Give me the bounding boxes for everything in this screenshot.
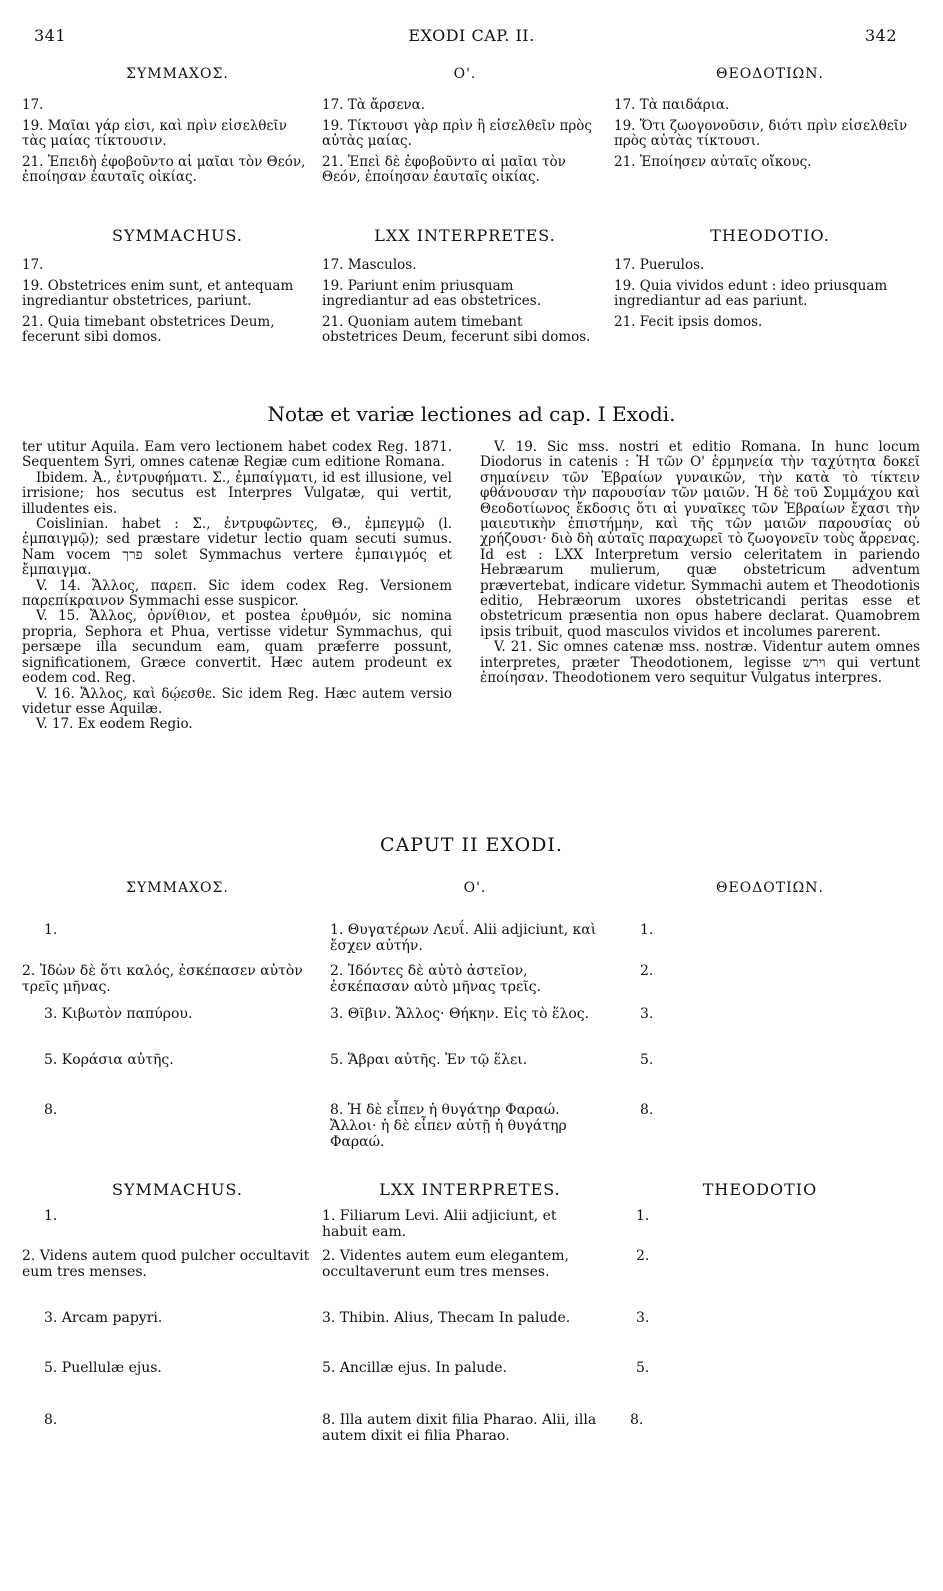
heading-symmachus-greek: ΣΥΜΜΑΧΟΣ. [126, 66, 229, 82]
cap2-latin-lxx-1: 1. Filiarum Levi. Alii adjiciunt, et habuit eam. [322, 1208, 557, 1240]
heading-theodotion-greek: ΘΕΟΔΟΤΙΩΝ. [716, 66, 824, 82]
heading-lxx-greek: Ο'. [453, 66, 477, 82]
running-title: EXODI CAP. II. [408, 26, 535, 45]
verse: 17. [22, 257, 44, 273]
cap2-latin-symm-8: 8. [44, 1412, 58, 1428]
verse: 21. Ἐποίησεν αὐταῖς οἴκους. [614, 154, 812, 170]
cap1-greek-lxx [322, 98, 600, 191]
heading-lxx-greek-cap2: Ο'. [463, 880, 487, 896]
note-paragraph: V. 17. Ex eodem Regio. [36, 716, 193, 733]
verse: 21. Quoniam autem timebant obstetrices Deum, fecerunt sibi domos. [322, 314, 591, 345]
cap2-latin-symm-5: 5. Puellulæ ejus. [44, 1360, 162, 1376]
note-paragraph: Coislinian. habet : Σ., ἐντρυφῶντες, Θ., ἐμπεγμῷ (l. ἐμπαιγμῷ); sed præstare videtur lectio quam secuti sumus. Nam vocem פרך solet Symmachus vertere ἐμπαιγμός et ἔμπαιγμα. [22, 516, 452, 579]
verse: 19. Pariunt enim priusquam ingrediantur ad eas obstetrices. [322, 278, 541, 309]
cap2-greek-theod-8: 8. [640, 1102, 654, 1118]
cap1-latin-lxx [322, 258, 600, 351]
note-paragraph: V. 19. Sic mss. nostri et editio Romana. In hunc locum Diodorus in catenis : Ἡ τῶν Ο' ἑρμηνεία τὴν ταχύτητα δοκεῖ σημαίνειν τῶν Ἑβραίων γυναικῶν, τὴν κατὰ τὸ τίκτειν φθάνουσαν τὴν παρουσίαν τῶν μαιῶν. Ἡ δὲ τοῦ Συμμάχου καὶ Θεοδοτίωνος ἔκδοσις ὅτι αἱ γυναῖκες τῶν Ἑβραίων ἔχασι τὴν μαιευτικὴν ἐπιστήμην, καὶ τῆς τῶν μαιῶν παρουσίας οὐ χρήζουσι· διὸ δὴ αὐταῖς παραχωρεῖ τὸ ζωογονεῖν τοὺς ἄρρενας. Id est : LXX Interpretum versio celeritatem in pariendo Hebræarum mulierum, quæ obstetricum adventum prævertebat, indicare videtur. Symmachi autem et Theodotionis editio, Hebræorum uxores obstetricandi peritas esse et obstetricum præsentia non opus habere declarat. Quamobrem ipsis tribuit, quod masculos vividos et incolumes parerent. [480, 439, 920, 640]
heading-theodotion-latin: THEODOTIO. [710, 226, 830, 245]
verse: 17. [22, 97, 44, 113]
note-paragraph: V. 16. Ἄλλος, καὶ δῴεσθε. Sic idem Reg. Hæc autem versio videtur esse Aquilæ. [22, 685, 452, 717]
heading-theodotion-greek-cap2: ΘΕΟΔΟΤΙΩΝ. [716, 880, 824, 896]
cap1-latin-symmachus [22, 258, 312, 351]
cap2-greek-theod-2: 2. [640, 963, 654, 979]
cap1-latin-theodotion [614, 258, 914, 336]
cap2-latin-lxx-3: 3. Thibin. Alius, Thecam In palude. [322, 1310, 571, 1326]
notes-left-column [22, 440, 452, 733]
verse: 19. Obstetrices enim sunt, et antequam ingrediantur obstetrices, pariunt. [22, 278, 294, 309]
verse: 19. Ὅτι ζωογονοῦσιν, διότι πρὶν εἰσελθεῖν πρὸς αὐτὰς τίκτουσι. [614, 118, 908, 149]
cap2-greek-theod-1: 1. [640, 922, 654, 938]
cap2-latin-theod-2: 2. [636, 1248, 650, 1264]
verse: 17. Τὰ ἄρσενα. [322, 97, 426, 113]
heading-lxx-latin-cap2: LXX INTERPRETES. [379, 1180, 561, 1199]
cap2-greek-lxx-5: 5. Ἅβραι αὐτῆς. Ἐν τῷ ἕλει. [330, 1052, 528, 1068]
verse: 19. Μαῖαι γάρ εἰσι, καὶ πρὶν εἰσελθεῖν τὰς μαίας τίκτουσιν. [22, 118, 287, 149]
cap2-latin-theod-3: 3. [636, 1310, 650, 1326]
cap2-latin-theod-5: 5. [636, 1360, 650, 1376]
cap2-latin-symm-1: 1. [44, 1208, 58, 1224]
verse: 21. Ἐπειδὴ ἐφοβοῦντο αἱ μαῖαι τὸν Θεόν, ἐποίησαν ἑαυταῖς οἰκίας. [22, 154, 306, 185]
cap2-greek-lxx-2: 2. Ἰδόντες δὲ αὐτὸ ἀστεῖον, ἐσκέπασαν αὐτὸ μῆνας τρεῖς. [330, 963, 542, 995]
cap1-greek-theodotion [614, 98, 914, 176]
cap2-greek-lxx-1: 1. Θυγατέρων Λευΐ. Alii adjiciunt, καὶ ἔσχεν αὐτήν. [330, 922, 597, 954]
cap2-greek-symm-5: 5. Κοράσια αὐτῆς. [44, 1052, 174, 1068]
note-paragraph: Ibidem. Ἀ., ἐντρυφήματι. Σ., ἐμπαίγματι, id est illusione, vel irrisione; hos secutus est Interpres Vulgatæ, qui vertit, illudentes eis. [22, 469, 452, 517]
note-paragraph: V. 21. Sic omnes catenæ mss. nostræ. Videntur autem omnes interpretes, præter Theodotionem, legisse וירש qui vertunt ἐποίησαν. Theodotionem vero sequitur Vulgatus interpres. [480, 639, 921, 687]
cap2-greek-symm-3: 3. Κιβωτὸν παπύρου. [44, 1006, 193, 1022]
heading-symmachus-latin-cap2: SYMMACHUS. [112, 1180, 243, 1199]
cap2-greek-lxx-8: 8. Ἡ δὲ εἶπεν ἡ θυγάτηρ Φαραώ. Ἄλλοι· ἡ δὲ εἶπεν αὐτῇ ἡ θυγάτηρ Φαραώ. [330, 1102, 567, 1150]
verse: 17. Puerulos. [614, 257, 705, 273]
cap2-latin-theod-8: 8. [630, 1412, 644, 1428]
page-number-left: 341 [34, 26, 67, 45]
cap2-latin-lxx-2: 2. Videntes autem eum elegantem, occultaverunt eum tres menses. [322, 1248, 569, 1280]
notes-right-column [480, 440, 920, 687]
verse: 17. Masculos. [322, 257, 417, 273]
cap2-latin-lxx-5: 5. Ancillæ ejus. In palude. [322, 1360, 508, 1376]
cap2-latin-symm-2: 2. Videns autem quod pulcher occultavit eum tres menses. [22, 1248, 310, 1280]
verse: 21. Fecit ipsis domos. [614, 314, 763, 330]
note-paragraph: V. 15. Ἄλλος, ὀρνίθιον, et postea ἐρυθμόν, sic nomina propria, Sephora et Phua, vertisse videtur Symmachus, qui persæpe illa secundum eam, quam præferre possunt, significationem, Græce convertit. Hæc autem prodeunt ex eodem cod. Reg. [22, 608, 452, 687]
cap1-greek-symmachus [22, 98, 312, 191]
heading-theodotion-latin-cap2: THEODOTIO [702, 1180, 818, 1199]
heading-symmachus-latin: SYMMACHUS. [112, 226, 243, 245]
cap2-greek-theod-3: 3. [640, 1006, 654, 1022]
heading-lxx-latin: LXX INTERPRETES. [374, 226, 556, 245]
verse: 21. Ἐπεὶ δὲ ἐφοβοῦντο αἱ μαῖαι τὸν Θεόν, ἐποίησαν ἑαυταῖς οἰκίας. [322, 154, 566, 185]
page-number-right: 342 [864, 26, 897, 45]
cap2-greek-symm-2: 2. Ἰδὼν δὲ ὅτι καλός, ἐσκέπασεν αὐτὸν τρεῖς μῆνας. [22, 963, 303, 995]
cap2-greek-lxx-3: 3. Θῖβιν. Ἄλλος· Θήκην. Εἰς τὸ ἕλος. [330, 1006, 590, 1022]
caput-ii-title: CAPUT II EXODI. [380, 834, 563, 856]
verse: 19. Quia vividos edunt : ideo priusquam ingrediantur ad eas pariunt. [614, 278, 888, 309]
cap2-latin-symm-3: 3. Arcam papyri. [44, 1310, 163, 1326]
notes-title: Notæ et variæ lectiones ad cap. I Exodi. [267, 402, 676, 426]
cap2-greek-symm-8: 8. [44, 1102, 58, 1118]
cap2-latin-lxx-8: 8. Illa autem dixit filia Pharao. Alii, illa autem dixit ei filia Pharao. [322, 1412, 597, 1444]
verse: 21. Quia timebant obstetrices Deum, fecerunt sibi domos. [22, 314, 275, 345]
cap2-greek-symm-1: 1. [44, 922, 58, 938]
heading-symmachus-greek-cap2: ΣΥΜΜΑΧΟΣ. [126, 880, 229, 896]
cap2-latin-theod-1: 1. [636, 1208, 650, 1224]
cap2-greek-theod-5: 5. [640, 1052, 654, 1068]
note-paragraph: ter utitur Aquila. Eam vero lectionem habet codex Reg. 1871. Sequentem Syri, omnes catenæ Regiæ cum editione Romana. [22, 439, 452, 471]
verse: 19. Τίκτουσι γὰρ πρὶν ἢ εἰσελθεῖν πρὸς αὐτὰς μαίας. [322, 118, 592, 149]
verse: 17. Τὰ παιδάρια. [614, 97, 730, 113]
note-paragraph: V. 14. Ἄλλος, παρεπ. Sic idem codex Reg. Versionem παρεπίκραινον Symmachi esse suspicor. [22, 577, 452, 610]
